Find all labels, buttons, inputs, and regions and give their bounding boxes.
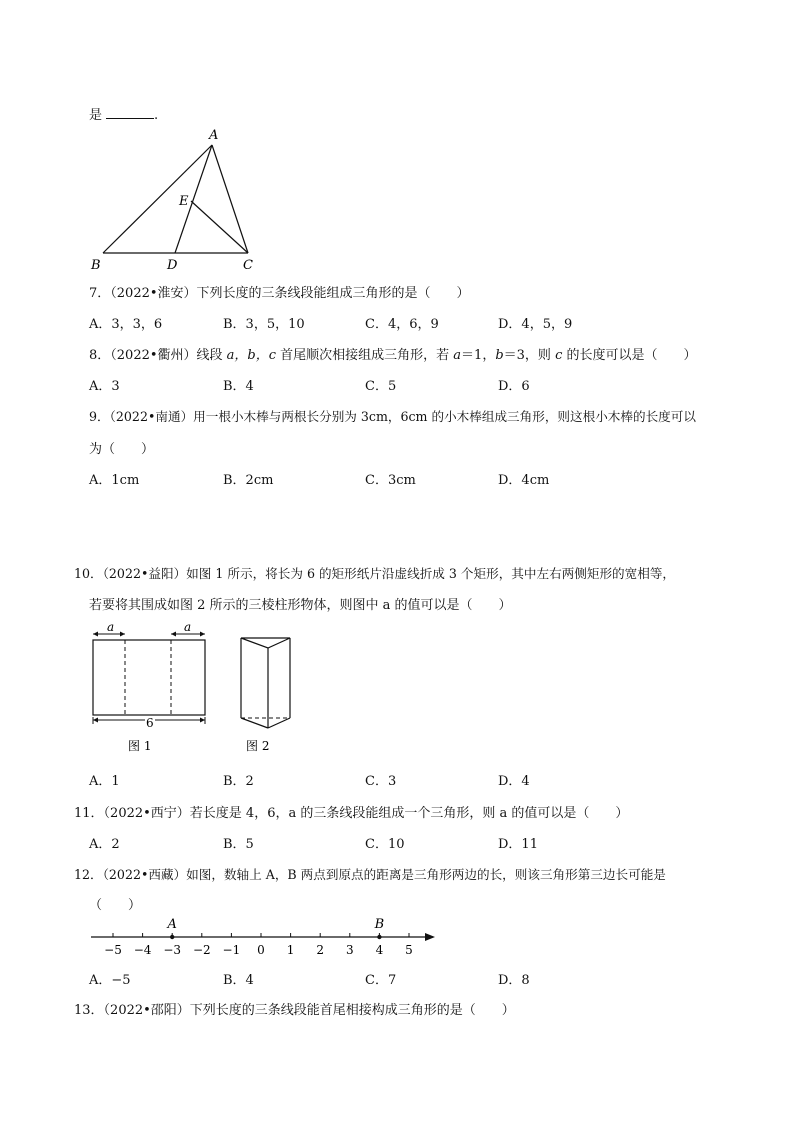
q7-stem: 7．（2022•淮安）下列长度的三条线段能组成三角形的是（ ） bbox=[89, 286, 470, 301]
label-a-right: a bbox=[184, 622, 192, 634]
q12-stem-line1: 12．（2022•西藏）如图，数轴上 A，B 两点到原点的距离是三角形两边的长，则该三角形第三边长可能是 bbox=[74, 867, 666, 882]
label-b: B bbox=[91, 258, 101, 273]
label-e: E bbox=[179, 194, 189, 209]
q8-option-a[interactable]: A．3 bbox=[89, 379, 120, 394]
axis-tick-label: −5 bbox=[104, 943, 122, 957]
axis-tick-label: −1 bbox=[222, 943, 241, 957]
figure-2-prism bbox=[234, 632, 304, 754]
axis-tick-label: 1 bbox=[286, 943, 295, 957]
point-a-label: A bbox=[167, 917, 177, 932]
point-b-label: B bbox=[374, 917, 385, 932]
axis-tick-label: 4 bbox=[375, 943, 384, 957]
axis-tick-label: −4 bbox=[133, 943, 152, 957]
q6-tail: 是 . bbox=[89, 108, 159, 123]
q9-option-a[interactable]: A．1cm bbox=[89, 473, 140, 488]
q8-option-c[interactable]: C．5 bbox=[365, 379, 397, 394]
q10-option-b[interactable]: B．2 bbox=[223, 774, 254, 789]
axis-tick-label: −3 bbox=[163, 943, 182, 957]
q11-option-b[interactable]: B．5 bbox=[223, 837, 254, 852]
axis-arrow bbox=[425, 933, 435, 941]
axis-tick-label: 5 bbox=[405, 943, 413, 957]
label-length-6: 6 bbox=[146, 716, 154, 730]
figure-2-caption: 图 2 bbox=[246, 739, 270, 753]
q12-stem-line2: （ ） bbox=[89, 898, 142, 913]
axis-tick-label: −2 bbox=[192, 943, 211, 957]
q10-option-c[interactable]: C．3 bbox=[365, 774, 397, 789]
q8-stem: 8．（2022•衢州）线段 a，b，c 首尾顺次相接组成三角形，若 a＝1，b＝3，则 c 的长度可以是（ ） bbox=[89, 348, 697, 363]
label-d: D bbox=[167, 258, 178, 273]
q10-option-d[interactable]: D．4 bbox=[498, 774, 530, 789]
figure-1-caption: 图 1 bbox=[128, 739, 152, 753]
q10-stem-line1: 10．（2022•益阳）如图 1 所示，将长为 6 的矩形纸片沿虚线折成 3 个矩形，其中左右两侧矩形的宽相等， bbox=[74, 566, 676, 581]
q11-option-c[interactable]: C．10 bbox=[365, 837, 405, 852]
number-line bbox=[88, 914, 438, 964]
triangle-figure bbox=[85, 125, 265, 275]
q7-option-d[interactable]: D．4，5，9 bbox=[498, 317, 573, 332]
q12-option-d[interactable]: D．8 bbox=[498, 973, 530, 988]
axis-tick-label: 0 bbox=[257, 943, 265, 957]
q12-option-b[interactable]: B．4 bbox=[223, 973, 254, 988]
q8-option-d[interactable]: D．6 bbox=[498, 379, 530, 394]
q12-option-a[interactable]: A．−5 bbox=[89, 973, 131, 988]
q9-option-c[interactable]: C．3cm bbox=[365, 473, 416, 488]
q13-stem: 13．（2022•邵阳）下列长度的三条线段能首尾相接构成三角形的是（ ） bbox=[74, 1003, 515, 1018]
q10-stem-line2: 若要将其围成如图 2 所示的三棱柱形物体，则图中 a 的值可以是（ ） bbox=[89, 598, 512, 613]
point-b-dot bbox=[377, 935, 381, 939]
q11-option-d[interactable]: D．11 bbox=[498, 837, 538, 852]
q7-option-b[interactable]: B．3，5，10 bbox=[223, 317, 305, 332]
axis-tick-label: 2 bbox=[316, 943, 325, 957]
q9-stem-line1: 9．（2022•南通）用一根小木棒与两根长分别为 3cm，6cm 的小木棒组成三角形，则这根小木棒的长度可以 bbox=[89, 409, 696, 424]
label-c: C bbox=[243, 258, 253, 273]
q12-option-c[interactable]: C．7 bbox=[365, 973, 397, 988]
q10-option-a[interactable]: A．1 bbox=[89, 774, 120, 789]
q9-stem-line2: 为（ ） bbox=[89, 442, 155, 457]
q7-option-a[interactable]: A．3，3，6 bbox=[89, 317, 163, 332]
q11-option-a[interactable]: A．2 bbox=[89, 837, 120, 852]
q9-option-d[interactable]: D．4cm bbox=[498, 473, 550, 488]
label-a: A bbox=[209, 128, 219, 143]
point-a-dot bbox=[170, 935, 174, 939]
axis-tick-label: 3 bbox=[345, 943, 354, 957]
q7-option-c[interactable]: C．4，6，9 bbox=[365, 317, 439, 332]
segment-ab bbox=[103, 145, 212, 253]
figure-1-rectangle bbox=[88, 622, 214, 754]
answer-blank bbox=[106, 106, 154, 119]
q8-option-b[interactable]: B．4 bbox=[223, 379, 254, 394]
q11-stem: 11．（2022•西宁）若长度是 4，6，a 的三条线段能组成一个三角形，则 a 的值可以是（ ） bbox=[74, 806, 629, 821]
q9-option-b[interactable]: B．2cm bbox=[223, 473, 274, 488]
label-a-left: a bbox=[107, 622, 115, 634]
